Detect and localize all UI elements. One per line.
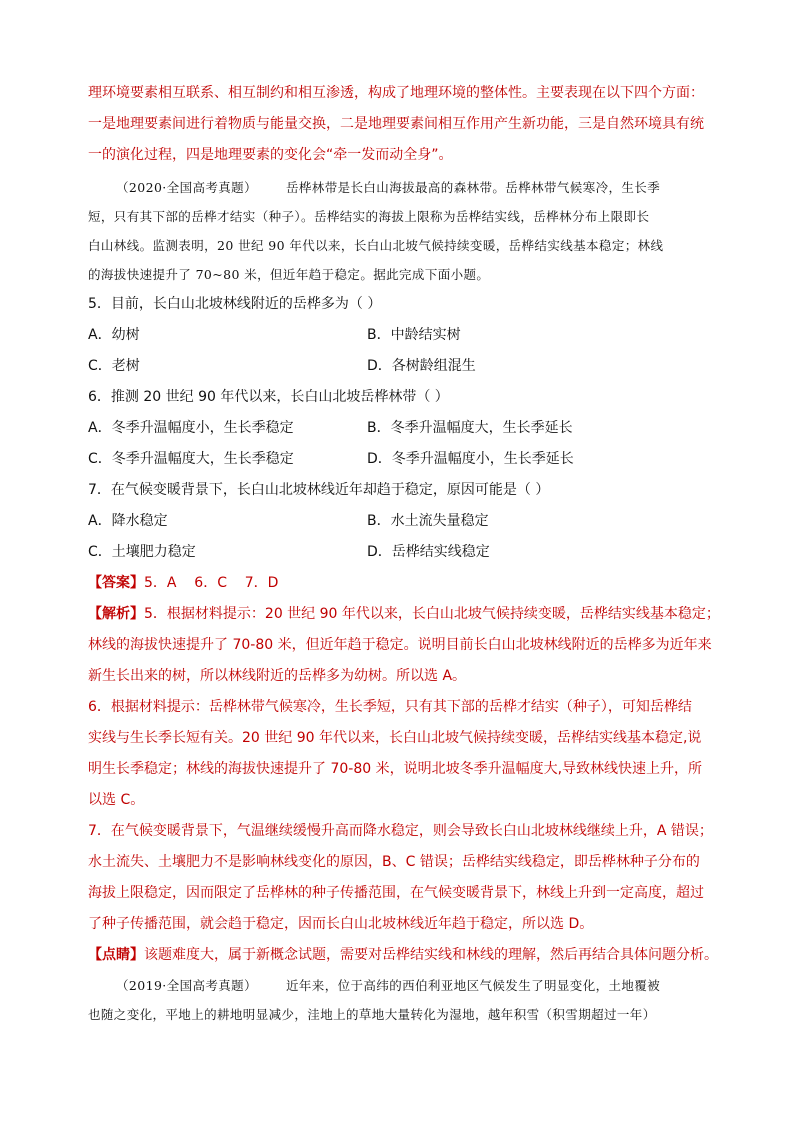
intro-line: 理环境要素相互联系、相互制约和相互渗透，构成了地理环境的整体性。主要表现在以下四个方面： xyxy=(88,85,704,101)
material-line: （2019·全国高考真题） 近年来，位于高纬的西伯利亚地区气候发生了明显变化，土地覆被 xyxy=(88,971,710,1000)
analysis-line: 海拔上限稳定，因而限定了岳桦林的种子传播范围，在气候变暖背景下，林线上升到一定高度，超过 xyxy=(88,885,704,901)
option-c: C．冬季升温幅度大，生长季稳定 xyxy=(88,451,294,467)
option-row xyxy=(88,537,710,568)
material-source: （2020·全国高考真题） xyxy=(116,180,257,195)
option-row xyxy=(88,320,710,351)
material-line: 白山林线。监测表明，20 世纪 90 年代以来，长白山北坡气候持续变暖，岳桦结实线基本稳定；林线 xyxy=(88,238,664,253)
answer-text: 5．A 6．C 7．D xyxy=(144,575,279,591)
option-b: B．水土流失量稳定 xyxy=(367,513,489,529)
option-c: C．土壤肥力稳定 xyxy=(88,544,196,560)
analysis-line: 水土流失、土壤肥力不是影响林线变化的原因，B、C 错误；岳桦结实线稳定，即岳桦林种子分布的 xyxy=(88,854,700,870)
option-row xyxy=(88,413,710,444)
material-line: 的海拔快速提升了 70~80 米，但近年趋于稳定。据此完成下面小题。 xyxy=(88,267,490,282)
comment-tag: 【点睛】 xyxy=(88,947,144,963)
page-content xyxy=(88,78,720,1029)
option-c: C．老树 xyxy=(88,358,140,374)
analysis-line: 了种子传播范围，就会趋于稳定，因而长白山北坡林线近年趋于稳定，所以选 D。 xyxy=(88,916,594,932)
intro-paragraph xyxy=(88,78,710,171)
material-line: 也随之变化，平地上的耕地明显减少，洼地上的草地大量转化为湿地，越年积雪（积雪期超过一年） xyxy=(88,1007,656,1022)
question-stem: 5．目前，长白山北坡林线附近的岳桦多为（ ） xyxy=(88,296,382,312)
option-d: D．各树龄组混生 xyxy=(367,358,476,374)
option-a: A．幼树 xyxy=(88,327,140,343)
analysis-line: 实线与生长季长短有关。20 世纪 90 年代以来，长白山北坡气候持续变暖，岳桦结实线基本稳定,说 xyxy=(88,730,702,746)
option-a: A．冬季升温幅度小，生长季稳定 xyxy=(88,420,294,436)
option-row xyxy=(88,444,710,475)
analysis-line: 林线的海拔快速提升了 70-80 米，但近年趋于稳定。说明目前长白山北坡林线附近的岳桦多为近年来 xyxy=(88,637,712,653)
analysis-line: 7．在气候变暖背景下，气温继续缓慢升高而降水稳定，则会导致长白山北坡林线继续上升，A 错误； xyxy=(88,823,713,839)
question-6 xyxy=(88,382,710,475)
option-d: D．冬季升温幅度小，生长季延长 xyxy=(367,451,574,467)
analysis-tag: 【解析】 xyxy=(88,606,144,622)
analysis-line: 明生长季稳定；林线的海拔快速提升了 70-80 米，说明北坡冬季升温幅度大,导致林线快速上升，所 xyxy=(88,761,703,777)
answer-line xyxy=(88,568,710,599)
material-line: （2020·全国高考真题） 岳桦林带是长白山海拔最高的森林带。岳桦林带气候寒冷，生长季 xyxy=(88,173,710,202)
material-2020 xyxy=(88,173,710,289)
comment-text: 该题难度大，属于新概念试题，需要对岳桦结实线和林线的理解，然后再结合具体问题分析。 xyxy=(144,947,718,963)
option-row xyxy=(88,506,710,537)
question-stem: 6．推测 20 世纪 90 年代以来，长白山北坡岳桦林带（ ） xyxy=(88,389,449,405)
material-line: 短，只有其下部的岳桦才结实（种子）。岳桦结实的海拔上限称为岳桦结实线，岳桦林分布上限即长 xyxy=(88,209,650,224)
material-source: （2019·全国高考真题） xyxy=(116,978,257,993)
comment-line xyxy=(88,940,718,971)
option-b: B．冬季升温幅度大，生长季延长 xyxy=(367,420,573,436)
intro-line: 一是地理要素间进行着物质与能量交换，二是地理要素间相互作用产生新功能，三是自然环境具有统 xyxy=(88,116,704,132)
analysis-section xyxy=(88,599,720,940)
option-b: B．中龄结实树 xyxy=(367,327,461,343)
question-stem: 7．在气候变暖背景下，长白山北坡林线近年却趋于稳定，原因可能是（ ） xyxy=(88,482,550,498)
analysis-line: 以选 C。 xyxy=(88,792,145,808)
intro-line: 一的演化过程，四是地理要素的变化会“牵一发而动全身”。 xyxy=(88,147,453,163)
question-5 xyxy=(88,289,710,382)
answer-tag: 【答案】 xyxy=(88,575,144,591)
analysis-line: 【解析】5．根据材料提示：20 世纪 90 年代以来，长白山北坡气候持续变暖，岳桦结实线基本稳定； xyxy=(88,606,720,622)
analysis-line: 新生长出来的树，所以林线附近的岳桦多为幼树。所以选 A。 xyxy=(88,668,467,684)
option-d: D．岳桦结实线稳定 xyxy=(367,544,490,560)
option-a: A．降水稳定 xyxy=(88,513,168,529)
question-7 xyxy=(88,475,710,568)
analysis-line: 6．根据材料提示：岳桦林带气候寒冷，生长季短，只有其下部的岳桦才结实（种子），可知岳桦结 xyxy=(88,699,692,715)
material-2019 xyxy=(88,971,710,1029)
option-row xyxy=(88,351,710,382)
